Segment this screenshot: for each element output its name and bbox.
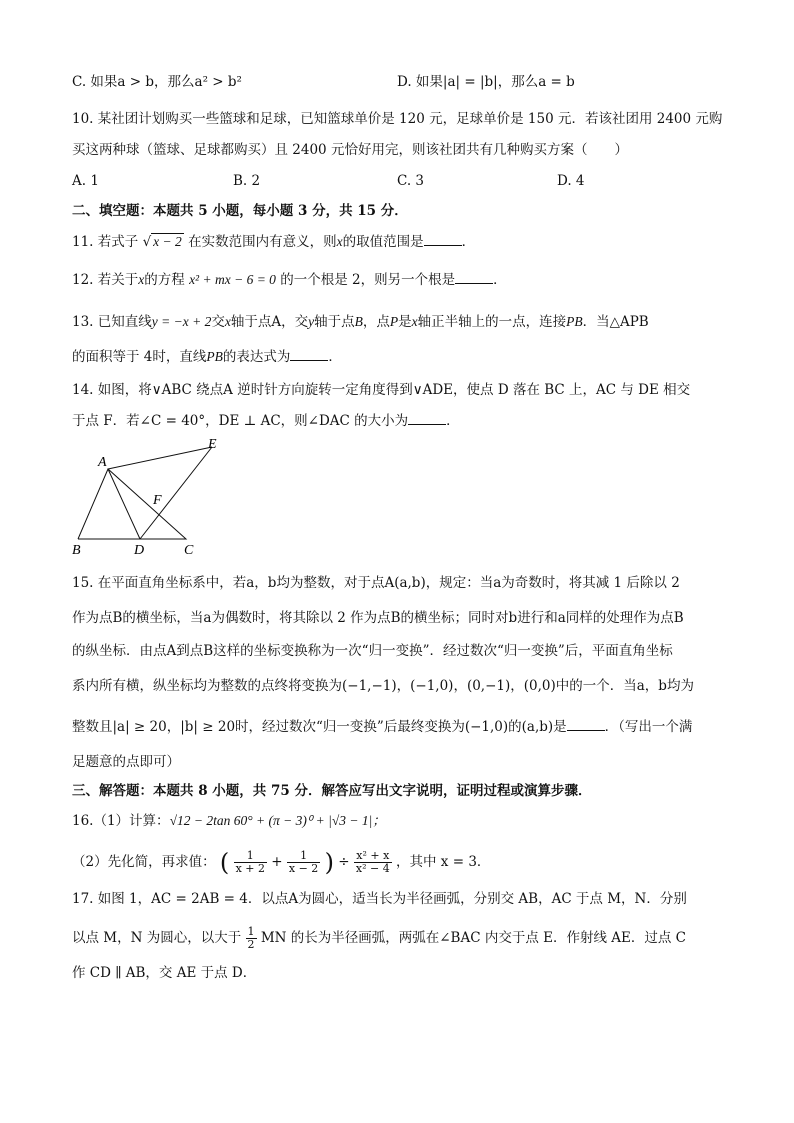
q17-line1: 17. 如图 1，AC = 2AB = 4．以点A为圆心，适当长为半径画弧，分别交 AB，AC 于点 M，N．分别 bbox=[72, 891, 687, 907]
q11-text-a: 11. 若式子 bbox=[72, 234, 139, 250]
q14-line2 bbox=[72, 412, 460, 430]
q13-point-p: P bbox=[389, 314, 399, 329]
sqrt-expression: √ x − 2 bbox=[142, 234, 182, 250]
answer-blank bbox=[424, 233, 462, 246]
q15-line5-a: 整数且|a| ≥ 20，|b| ≥ 20时，经过数次“归一变换”后最终变换为(−1,0)的(a,b)是 bbox=[72, 719, 567, 735]
answer-blank bbox=[290, 348, 328, 361]
q12-text-a: 12. 若关于 bbox=[72, 272, 139, 288]
segment-ad bbox=[108, 469, 140, 539]
q13-line2-c: ． bbox=[328, 349, 342, 365]
q15-line2: 作为点B的横坐标，当a为偶数时，将其除以 2 作为点B的横坐标；同时对b进行和a同样的处理作为点B bbox=[72, 610, 684, 626]
answer-blank bbox=[455, 271, 493, 284]
q13-text-g: 轴正半轴上的一点，连接 bbox=[417, 314, 567, 330]
fraction-1: $\frac{1}{x + 2}$ bbox=[235, 849, 265, 875]
q17-line3: 作 CD ∥ AB，交 AE 于点 D． bbox=[72, 965, 257, 981]
q11-text-c: 的取值范围是 bbox=[342, 234, 424, 250]
q16-part1 bbox=[72, 812, 386, 830]
q13-text-d: 轴于点 bbox=[314, 314, 355, 330]
q11-radicand: x − 2 bbox=[153, 234, 182, 249]
label-e: E bbox=[208, 437, 217, 452]
q17-line2-b: MN 的长为半径画弧，两弧在∠BAC 内交于点 E．作射线 AE．过点 C bbox=[260, 930, 687, 946]
label-c: C bbox=[184, 543, 194, 558]
q15-line5 bbox=[72, 718, 692, 736]
q10-stem-line2: 买这两种球（篮球、足球都购买）且 2400 元恰好用完，则该社团共有几种购买方案（ ） bbox=[72, 142, 628, 158]
fraction-half: $\frac{1}{2}$ bbox=[247, 925, 255, 951]
q12 bbox=[72, 271, 507, 289]
q12-text-b: 的方程 bbox=[144, 272, 185, 288]
q9-option-d: D. 如果|a| = |b|，那么a = b bbox=[397, 74, 575, 90]
q13-line2-a: 的面积等于 4时，直线 bbox=[72, 349, 207, 365]
label-a: A bbox=[98, 455, 107, 470]
q17-line2-a: 以点 M，N 为圆心，以大于 bbox=[72, 930, 242, 946]
fraction-3: $\frac{\text{x² + x}}{\text{x² − 4}}$ bbox=[355, 849, 390, 875]
q13-text-h: ．当△APB bbox=[582, 314, 649, 330]
q15-line6: 足题意的点即可） bbox=[72, 754, 180, 770]
q16-part1-expression: √12 − 2tan 60° + (π − 3)⁰ + |√3 − 1|； bbox=[169, 813, 386, 828]
label-f: F bbox=[153, 493, 162, 508]
q9-option-c: C. 如果a > b，那么a² > b² bbox=[72, 74, 242, 90]
q14-line2-b: ． bbox=[446, 413, 460, 429]
q16-part1-label: 16.（1）计算： bbox=[72, 813, 170, 829]
label-d: D bbox=[134, 543, 145, 558]
q16-part2-tail: ，其中 x = 3． bbox=[396, 854, 491, 870]
q13-segment-pb2: PB bbox=[206, 349, 223, 364]
answer-blank bbox=[567, 718, 605, 731]
q14-line1: 14. 如图，将∨ABC 绕点A 逆时针方向旋转一定角度得到∨ADE，使点 D 落在 BC 上，AC 与 DE 相交 bbox=[72, 382, 691, 398]
q12-equation: x² + mx − 6 = 0 bbox=[189, 272, 276, 287]
q13-text-a: 13. 已知直线 bbox=[72, 314, 152, 330]
segment-ae bbox=[108, 447, 212, 469]
q15-line3: 的纵坐标．由点A到点B这样的坐标变换称为一次“归一变换”．经过数次“归一变换”后，平面直角坐标 bbox=[72, 643, 673, 659]
fraction-2: $\frac{1}{x - 2}$ bbox=[288, 849, 319, 875]
triangle-abc bbox=[78, 469, 186, 539]
q10-option-c: C. 3 bbox=[397, 173, 425, 189]
q10-option-d: D. 4 bbox=[557, 173, 585, 189]
q16-part2-label: （2）先化简，再求值： bbox=[72, 854, 216, 870]
q16-part2: （2）先化简，再求值： ( $\frac{1}{x + 2}$ + $\frac{1}{x - 2}$ ) ÷ $\frac{\text{x² + x}}{\text{x² − 4}}$ ，其中 x = 3． bbox=[72, 848, 491, 877]
q10-option-a: A. 1 bbox=[72, 173, 99, 189]
q13-line2-b: 的表达式为 bbox=[222, 349, 291, 365]
q13-point-b: B bbox=[354, 314, 363, 329]
q12-var-x: x bbox=[138, 272, 145, 287]
q15-line5-b: ．（写出一个满 bbox=[604, 719, 693, 735]
section-3-heading: 三、解答题：本题共 8 小题，共 75 分．解答应写出文字说明，证明过程或演算步骤． bbox=[72, 783, 592, 799]
q13-text-c: 轴于点A，交 bbox=[230, 314, 309, 330]
q14-line2-a: 于点 F．若∠C = 40°，DE ⊥ AC，则∠DAC 的大小为 bbox=[72, 413, 409, 429]
q14-triangle-figure bbox=[68, 436, 228, 558]
q13-var-y: y bbox=[308, 314, 315, 329]
q11 bbox=[72, 233, 475, 251]
q12-text-c: 的一个根是 2，则另一个根是 bbox=[280, 272, 456, 288]
q15-line1: 15. 在平面直角坐标系中，若a，b均为整数，对于点A(a,b)，规定：当a为奇数时，将其减 1 后除以 2 bbox=[72, 575, 680, 591]
q17-line2 bbox=[72, 922, 686, 954]
q13-var-x: x bbox=[224, 314, 231, 329]
q13-line1 bbox=[72, 313, 649, 331]
q13-segment-pb: PB bbox=[566, 314, 583, 329]
q11-text-b: 在实数范围内有意义，则 bbox=[188, 234, 337, 250]
q13-text-b: 交 bbox=[211, 314, 225, 330]
q13-var-x2: x bbox=[411, 314, 418, 329]
q13-text-f: 是 bbox=[398, 314, 412, 330]
answer-blank bbox=[408, 412, 446, 425]
q12-text-d: ． bbox=[493, 272, 507, 288]
q13-line2 bbox=[72, 348, 342, 366]
q13-text-e: ，点 bbox=[362, 314, 390, 330]
q10-option-b: B. 2 bbox=[233, 173, 261, 189]
q15-line4: 系内所有横，纵坐标均为整数的点终将变换为(−1,−1)，(−1,0)，(0,−1)，(0,0)中的一个．当a，b均为 bbox=[72, 678, 694, 694]
q10-stem-line1: 10. 某社团计划购买一些篮球和足球，已知篮球单价是 120 元，足球单价是 150 元．若该社团用 2400 元购 bbox=[72, 111, 723, 127]
section-2-heading: 二、填空题：本题共 5 小题，每小题 3 分，共 15 分． bbox=[72, 203, 408, 219]
q11-var-x: x bbox=[336, 234, 343, 249]
q13-equation: y = −x + 2 bbox=[151, 314, 212, 329]
q11-text-d: ． bbox=[461, 234, 476, 250]
label-b: B bbox=[72, 543, 81, 558]
segment-de bbox=[140, 447, 212, 539]
